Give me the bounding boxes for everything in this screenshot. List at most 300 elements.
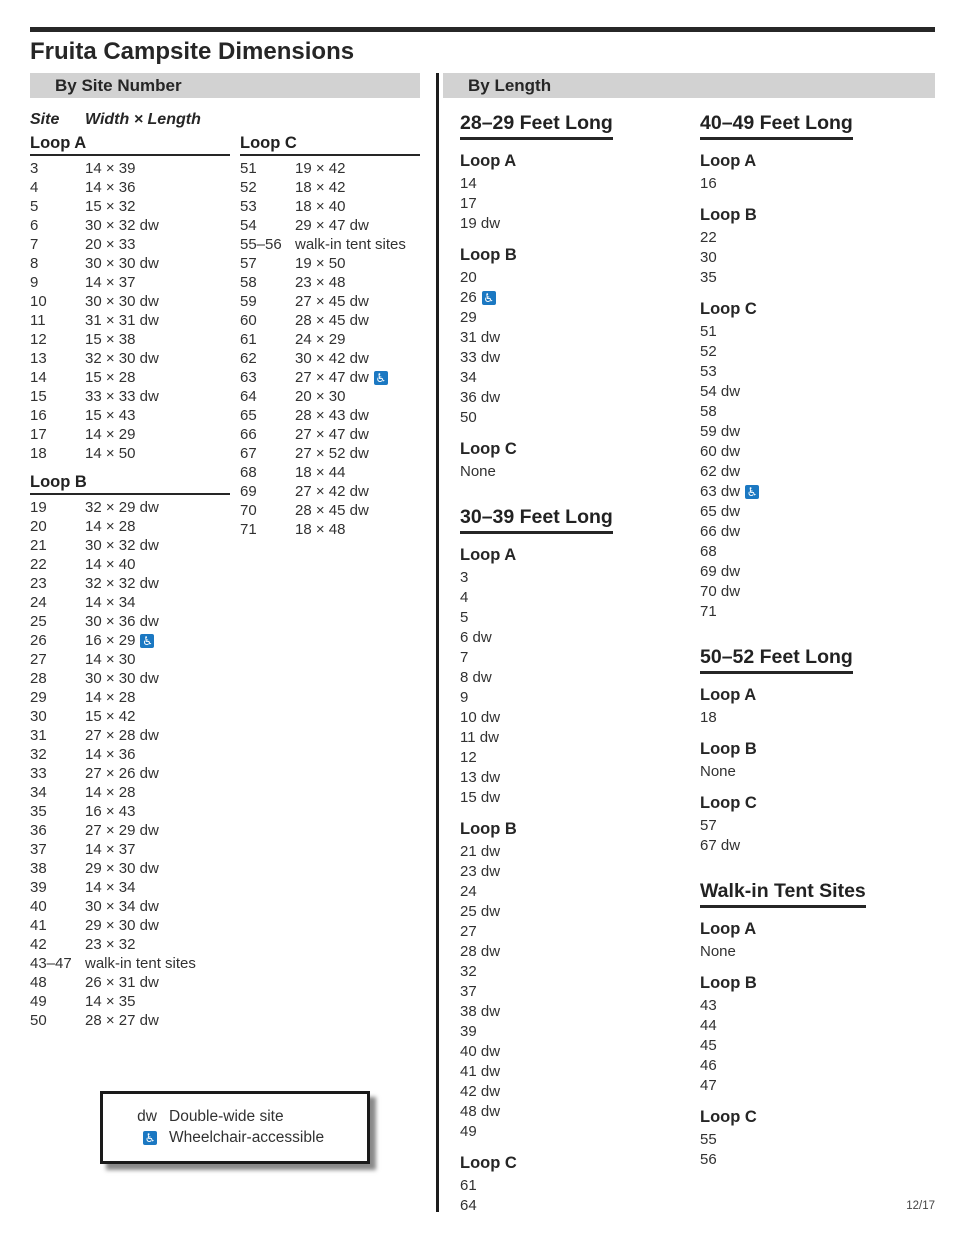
site-dimensions: 26 × 31 dw: [85, 974, 159, 991]
site-row: [30, 368, 230, 387]
site-row: [30, 311, 230, 330]
site-list-item: [700, 996, 935, 1016]
site-list-item: [460, 1062, 683, 1082]
site-row: [30, 444, 230, 463]
site-list-item: [700, 228, 935, 248]
length-group-heading: 30–39 Feet Long: [460, 506, 613, 534]
site-row: [240, 520, 420, 539]
site-dimensions-cell: [85, 669, 159, 688]
site-number: 29: [30, 689, 47, 706]
site-dimensions-cell: [85, 254, 159, 273]
site-number: 42 dw: [460, 1083, 501, 1100]
site-dimensions-cell: [295, 425, 369, 444]
site-number: 50: [460, 409, 477, 426]
site-row: [240, 159, 420, 178]
site-dimensions-cell: [295, 292, 369, 311]
site-number: 6 dw: [460, 629, 492, 646]
site-number: 61: [460, 1177, 477, 1194]
site-list-item: [460, 922, 683, 942]
site-row: [240, 254, 420, 273]
site-number: 27: [30, 651, 47, 668]
loop-heading: Loop C: [700, 794, 757, 812]
site-dimensions-cell: [295, 330, 345, 349]
legend-label: Double-wide site: [169, 1108, 284, 1125]
site-number: 21: [30, 537, 47, 554]
site-dimensions-cell: [85, 954, 196, 973]
site-dimensions-cell: [295, 387, 345, 406]
site-row: [240, 292, 420, 311]
site-number: 38 dw: [460, 1003, 501, 1020]
loop-section: [700, 300, 935, 622]
site-number: 53: [240, 198, 257, 215]
site-number: 33: [30, 765, 47, 782]
site-dimensions: 15 × 42: [85, 708, 136, 725]
panel-divider: [436, 73, 439, 1212]
site-row: [30, 159, 230, 178]
loop-section: [700, 794, 935, 856]
site-dimensions: 15 × 28: [85, 369, 136, 386]
site-list-item: [460, 308, 683, 328]
site-row: [30, 574, 230, 593]
site-number: 62 dw: [700, 463, 741, 480]
site-number: 17: [30, 426, 47, 443]
site-row: [30, 292, 230, 311]
site-dimensions: 29 × 30 dw: [85, 860, 159, 877]
loop-section: [700, 206, 935, 288]
site-dimensions-cell: [295, 197, 345, 216]
site-number: 56: [700, 1151, 717, 1168]
site-number: 8: [30, 255, 39, 272]
site-number: 46: [700, 1057, 717, 1074]
site-dimensions-cell: [295, 216, 369, 235]
site-dimensions: 28 × 45 dw: [295, 502, 369, 519]
dimensions-column-label: Width × Length: [85, 111, 201, 128]
site-row: [240, 444, 420, 463]
site-dimensions: 16 × 43: [85, 803, 136, 820]
site-dimensions: 14 × 50: [85, 445, 136, 462]
site-row: [30, 745, 230, 764]
site-dimensions-cell: [85, 650, 135, 669]
site-row: [30, 330, 230, 349]
site-dimensions-cell: [85, 916, 159, 935]
loop-heading: Loop C: [700, 300, 757, 318]
site-number: 60: [240, 312, 257, 329]
site-number: 34: [30, 784, 47, 801]
site-list-item: [460, 1042, 683, 1062]
site-list-item: [460, 628, 683, 648]
site-number: 70: [240, 502, 257, 519]
site-list-item: [460, 982, 683, 1002]
site-list-item: [700, 522, 935, 542]
site-number: 24: [30, 594, 47, 611]
site-number: 70 dw: [700, 583, 741, 600]
site-dimensions-cell: [295, 349, 369, 368]
site-row: [240, 368, 420, 387]
site-dimensions-cell: [295, 444, 369, 463]
loop-section: [460, 546, 683, 808]
site-dimensions: 19 × 42: [295, 160, 346, 177]
site-number: 69: [240, 483, 257, 500]
site-dimensions: 28 × 43 dw: [295, 407, 369, 424]
site-dimensions-cell: [85, 178, 135, 197]
site-number: 30: [700, 249, 717, 266]
site-dimensions: 27 × 28 dw: [85, 727, 159, 744]
site-list-item: [460, 608, 683, 628]
wheelchair-icon: ♿: [375, 370, 387, 385]
site-dimensions: 14 × 28: [85, 518, 136, 535]
site-number: 53: [700, 363, 717, 380]
loop-heading: Loop C: [460, 440, 517, 458]
site-row: [240, 197, 420, 216]
site-dimensions: 29 × 47 dw: [295, 217, 369, 234]
site-number: 39: [30, 879, 47, 896]
site-number: 11 dw: [460, 729, 499, 746]
site-number: 8 dw: [460, 669, 492, 686]
site-row: [30, 425, 230, 444]
site-row: [240, 387, 420, 406]
site-number: 37: [460, 983, 477, 1000]
site-row: [30, 859, 230, 878]
site-row: [30, 821, 230, 840]
site-row: [240, 330, 420, 349]
site-dimensions-cell: [85, 783, 135, 802]
site-number: 66: [240, 426, 257, 443]
length-group: [700, 112, 935, 622]
wheelchair-icon: ♿: [142, 633, 153, 648]
site-row: [30, 631, 230, 650]
site-dimensions: 27 × 47 dw: [295, 369, 369, 386]
loop-section: [460, 820, 683, 1142]
site-number: 40 dw: [460, 1043, 501, 1060]
site-number: None: [700, 763, 736, 780]
site-number: 49: [30, 993, 47, 1010]
loop-heading: Loop A: [700, 152, 757, 170]
site-list-item: [460, 882, 683, 902]
site-row: [30, 726, 230, 745]
site-dimensions: 27 × 47 dw: [295, 426, 369, 443]
wheelchair-icon: ♿: [746, 485, 758, 499]
site-dimensions: 30 × 30 dw: [85, 670, 159, 687]
site-list-item: [460, 962, 683, 982]
site-list-item: [460, 842, 683, 862]
site-row: [240, 235, 420, 254]
site-number: 16: [700, 175, 717, 192]
site-dimensions-cell: [85, 387, 159, 406]
site-number: None: [700, 943, 736, 960]
site-dimensions-cell: [85, 973, 159, 992]
site-row: [30, 593, 230, 612]
site-row: [30, 669, 230, 688]
site-dimensions: 14 × 30: [85, 651, 136, 668]
site-list-item: [700, 442, 935, 462]
site-list-item: [460, 588, 683, 608]
site-row: [30, 840, 230, 859]
site-row: [30, 650, 230, 669]
site-number: 10 dw: [460, 709, 501, 726]
site-number: 5: [460, 609, 469, 626]
site-row: [30, 954, 230, 973]
top-rule: [30, 27, 935, 32]
loop-section: [460, 440, 683, 482]
site-dimensions: 14 × 28: [85, 689, 136, 706]
site-dimensions-cell: [85, 897, 159, 916]
site-list-item: [460, 408, 683, 428]
site-dimensions-cell: [85, 406, 135, 425]
site-number: 15 dw: [460, 789, 501, 806]
site-dimensions: 14 × 37: [85, 274, 136, 291]
site-number: 58: [240, 274, 257, 291]
site-row: [30, 349, 230, 368]
site-dimensions-cell: [85, 859, 159, 878]
site-number: 14: [30, 369, 47, 386]
site-row: [30, 973, 230, 992]
site-number: 66 dw: [700, 523, 741, 540]
site-number: 22: [30, 556, 47, 573]
site-dimensions: 30 × 36 dw: [85, 613, 159, 630]
loop-heading: Loop C: [240, 134, 420, 156]
site-list-item: [700, 402, 935, 422]
site-number: 35: [700, 269, 717, 286]
site-number: 63 dw: [700, 483, 741, 500]
by-site-number-panel: [30, 73, 420, 1030]
site-number: 24: [460, 883, 477, 900]
site-number: None: [460, 463, 496, 480]
site-list-item: [460, 328, 683, 348]
site-row: [30, 273, 230, 292]
site-dimensions: 30 × 30 dw: [85, 255, 159, 272]
site-number: 50: [30, 1012, 47, 1029]
by-length-panel: [443, 73, 935, 1216]
site-number: 48 dw: [460, 1103, 501, 1120]
loop-heading: Loop B: [460, 246, 517, 264]
legend-box: [100, 1091, 370, 1164]
length-group: [700, 880, 935, 1170]
site-row: [30, 197, 230, 216]
site-number: 28: [30, 670, 47, 687]
site-number: 29: [460, 309, 477, 326]
site-number: 13: [30, 350, 47, 367]
site-dimensions-cell: [295, 254, 345, 273]
loop-heading: Loop B: [30, 473, 230, 495]
site-dimensions: 23 × 32: [85, 936, 136, 953]
site-row: [240, 349, 420, 368]
site-dimensions: walk-in tent sites: [85, 955, 196, 972]
site-dimensions: 18 × 40: [295, 198, 346, 215]
site-dimensions-cell: [85, 444, 135, 463]
site-dimensions: 29 × 30 dw: [85, 917, 159, 934]
site-dimensions-cell: [295, 368, 388, 387]
site-number: 59: [240, 293, 257, 310]
site-dimensions-cell: [295, 311, 369, 330]
site-list-item: [460, 728, 683, 748]
site-dimensions-cell: [295, 406, 369, 425]
site-row: [240, 216, 420, 235]
site-list-item: [460, 768, 683, 788]
site-row: [30, 707, 230, 726]
site-number: 7: [30, 236, 39, 253]
site-dimensions: 14 × 28: [85, 784, 136, 801]
site-number: 44: [700, 1017, 717, 1034]
loop-section: [240, 134, 420, 539]
site-number: 65: [240, 407, 257, 424]
site-number: 40: [30, 898, 47, 915]
site-number: 25: [30, 613, 47, 630]
site-number: 26: [460, 289, 477, 306]
site-dimensions: 15 × 43: [85, 407, 136, 424]
site-number: 55: [700, 1131, 717, 1148]
site-dimensions: 30 × 34 dw: [85, 898, 159, 915]
site-dimensions-cell: [85, 821, 159, 840]
site-list-item: [460, 942, 683, 962]
site-list-item: [700, 322, 935, 342]
site-row: [240, 273, 420, 292]
site-list-item: [460, 194, 683, 214]
site-number: 33 dw: [460, 349, 501, 366]
site-row: [240, 501, 420, 520]
site-row: [30, 916, 230, 935]
site-dimensions: 32 × 30 dw: [85, 350, 159, 367]
site-list-item: [460, 1196, 683, 1216]
site-number: 18: [700, 709, 717, 726]
site-number: 71: [240, 521, 257, 538]
site-dimensions-cell: [85, 292, 159, 311]
site-number: 57: [240, 255, 257, 272]
site-dimensions-cell: [85, 745, 135, 764]
legend-symbol-cell: [129, 1106, 157, 1127]
site-number: 65 dw: [700, 503, 741, 520]
site-number: 68: [240, 464, 257, 481]
site-dimensions: 32 × 32 dw: [85, 575, 159, 592]
site-dimensions-cell: [295, 463, 345, 482]
site-list-item: [460, 388, 683, 408]
site-list-item: [460, 748, 683, 768]
site-number: 43: [700, 997, 717, 1014]
site-row: [30, 688, 230, 707]
site-dimensions: 24 × 29: [295, 331, 346, 348]
site-number: 60 dw: [700, 443, 741, 460]
site-number: 41: [30, 917, 47, 934]
site-number: 23 dw: [460, 863, 501, 880]
loop-section: [460, 1154, 683, 1216]
site-number: 52: [240, 179, 257, 196]
site-list-item: [460, 788, 683, 808]
site-list-item: [700, 1130, 935, 1150]
loop-section: [700, 740, 935, 782]
site-row: [30, 387, 230, 406]
site-list-item: [700, 836, 935, 856]
site-column-label: Site: [30, 111, 60, 128]
site-number: 54: [240, 217, 257, 234]
site-number: 67: [240, 445, 257, 462]
site-dimensions-cell: [85, 802, 135, 821]
site-dimensions-cell: [85, 593, 135, 612]
site-list-item: [460, 1082, 683, 1102]
site-number: 62: [240, 350, 257, 367]
site-dimensions: 28 × 45 dw: [295, 312, 369, 329]
site-number: 6: [30, 217, 39, 234]
by-length-header: By Length: [443, 73, 935, 98]
site-list-item: [700, 942, 935, 962]
site-list-item: [700, 1056, 935, 1076]
site-dimensions-cell: [295, 159, 345, 178]
site-number: 59 dw: [700, 423, 741, 440]
site-number: 37: [30, 841, 47, 858]
site-number: 25 dw: [460, 903, 501, 920]
site-list-item: [460, 708, 683, 728]
loop-section: [460, 152, 683, 234]
site-list-item: [460, 568, 683, 588]
site-number: 42: [30, 936, 47, 953]
site-number: 28 dw: [460, 943, 501, 960]
site-list-item: [700, 816, 935, 836]
site-list-item: [700, 268, 935, 288]
loop-section: [30, 473, 230, 1030]
site-list-item: [700, 422, 935, 442]
site-list-item: [700, 1036, 935, 1056]
site-number: 32: [460, 963, 477, 980]
by-length-column: [460, 98, 683, 1216]
site-dimensions: 15 × 32: [85, 198, 136, 215]
site-list-item: [700, 248, 935, 268]
site-list-item: [700, 762, 935, 782]
site-dimensions-cell: [85, 498, 159, 517]
site-list-item: [700, 482, 935, 502]
site-number: 34: [460, 369, 477, 386]
loop-section: [30, 134, 230, 463]
site-dimensions-cell: [295, 520, 345, 539]
site-list-item: [460, 862, 683, 882]
site-dimensions-cell: [85, 273, 135, 292]
site-row: [30, 498, 230, 517]
site-number: 10: [30, 293, 47, 310]
site-dimensions-cell: [85, 425, 135, 444]
site-dimensions: 32 × 29 dw: [85, 499, 159, 516]
site-number: 4: [460, 589, 469, 606]
site-number: 12: [30, 331, 47, 348]
site-number: 20: [30, 518, 47, 535]
site-list-item: [700, 1016, 935, 1036]
site-number: 54 dw: [700, 383, 741, 400]
site-number: 71: [700, 603, 717, 620]
site-number: 5: [30, 198, 39, 215]
site-dimensions: 30 × 32 dw: [85, 537, 159, 554]
site-list-item: [460, 368, 683, 388]
site-dimensions: 27 × 52 dw: [295, 445, 369, 462]
site-number: 57: [700, 817, 717, 834]
loop-section: [700, 974, 935, 1096]
site-row: [30, 935, 230, 954]
site-dimensions: 28 × 27 dw: [85, 1012, 159, 1029]
site-dimensions-cell: [85, 197, 135, 216]
site-number: 20: [460, 269, 477, 286]
site-list-item: [700, 708, 935, 728]
site-dimensions: 31 × 31 dw: [85, 312, 159, 329]
length-group-heading: 28–29 Feet Long: [460, 112, 613, 140]
by-site-number-header: By Site Number: [30, 73, 420, 98]
site-list-item: [460, 688, 683, 708]
site-number: 22: [700, 229, 717, 246]
site-number: 41 dw: [460, 1063, 501, 1080]
site-number: 7: [460, 649, 469, 666]
length-group: [460, 506, 683, 1216]
site-dimensions-cell: [85, 707, 135, 726]
site-dimensions-cell: [85, 1011, 159, 1030]
site-dimensions: 14 × 34: [85, 879, 136, 896]
site-list-item: [460, 648, 683, 668]
site-list-item: [700, 1076, 935, 1096]
site-number-columns: [30, 134, 420, 1030]
site-list-item: [460, 1002, 683, 1022]
